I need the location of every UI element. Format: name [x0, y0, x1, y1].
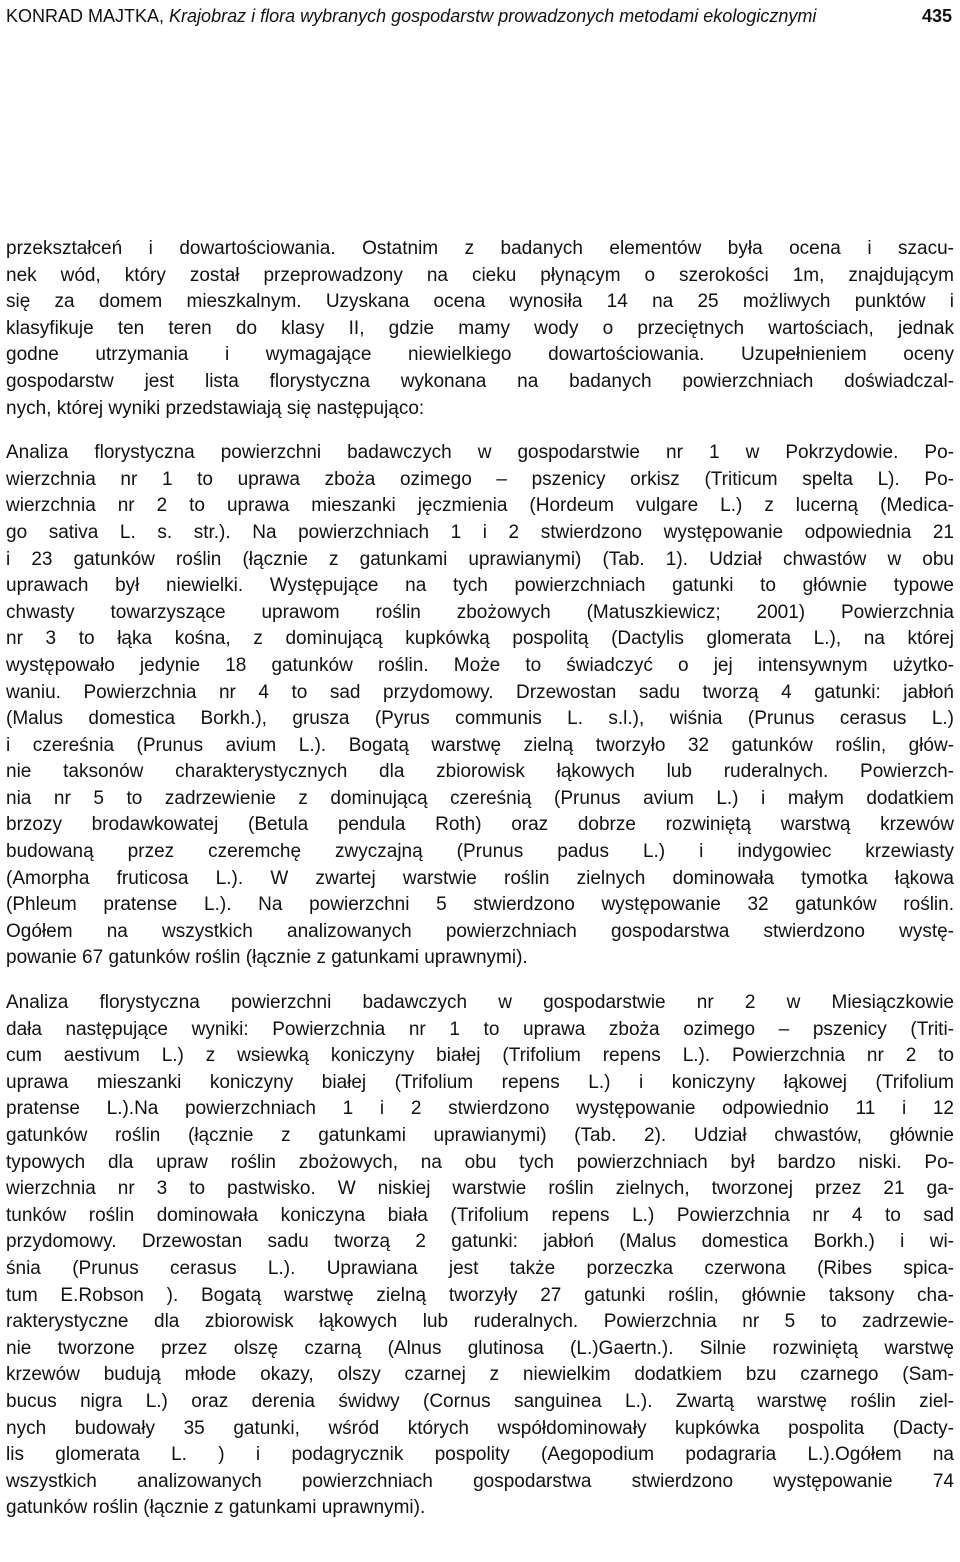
- text-line: występowało jedynie 18 gatunków roślin. Może to świadczyć o jej intensywnym użytko-: [6, 654, 954, 676]
- text-line: tum E.Robson ). Bogatą warstwę zielną tworzyły 27 gatunki roślin, głównie taksony cha-: [6, 1284, 954, 1306]
- text-line: tunków roślin dominowała koniczyna biała (Trifolium repens L.) Powierzchnia nr 4 to sad: [6, 1204, 954, 1226]
- header-author: KONRAD MAJTKA,: [6, 6, 165, 26]
- text-line: chwasty towarzyszące uprawom roślin zbożowych (Matuszkiewicz; 2001) Powierzchnia: [6, 601, 954, 623]
- text-line: Ogółem na wszystkich analizowanych powierzchniach gospodarstwa stwierdzono wystę-: [6, 920, 954, 942]
- text-line: uprawach był niewielki. Występujące na tych powierzchniach gatunki to głównie typowe: [6, 575, 954, 597]
- text-line: wszystkich analizowanych powierzchniach gospodarstwa stwierdzono występowanie 74: [6, 1470, 954, 1492]
- text-line: waniu. Powierzchnia nr 4 to sad przydomowy. Drzewostan sadu tworzą 4 gatunki: jabłoń: [6, 681, 954, 703]
- text-line: wierzchnia nr 1 to uprawa zboża ozimego – pszenicy orkisz (Triticum spelta L). Po-: [6, 468, 954, 490]
- text-line: przydomowy. Drzewostan sadu tworzą 2 gatunki: jabłoń (Malus domestica Borkh.) i wi-: [6, 1231, 954, 1253]
- paragraph-2: [6, 440, 954, 972]
- text-line: gatunków roślin (łącznie z gatunkami uprawianymi) (Tab. 2). Udział chwastów, głównie: [6, 1125, 954, 1146]
- text-line: Analiza florystyczna powierzchni badawczych w gospodarstwie nr 1 w Pokrzydowie. Po-: [6, 442, 954, 464]
- text-line: gatunków roślin (łącznie z gatunkami uprawnymi).: [6, 1497, 426, 1519]
- text-line: (Malus domestica Borkh.), grusza (Pyrus communis L. s.l.), wiśnia (Prunus cerasus L.): [6, 708, 954, 730]
- text-line: (Phleum pratense L.). Na powierzchni 5 stwierdzono występowanie 32 gatunków roślin.: [6, 894, 954, 916]
- header-title: Krajobraz i flora wybranych gospodarstw prowadzonych metodami ekologicznymi: [169, 6, 817, 26]
- text-line: śnia (Prunus cerasus L.). Uprawiana jest także porzeczka czerwona (Ribes spica-: [6, 1257, 954, 1279]
- text-line: dała następujące wyniki: Powierzchnia nr 1 to uprawa zboża ozimego – pszenicy (Triti-: [6, 1018, 954, 1040]
- text-line: godne utrzymania i wymagające niewielkiego dowartościowania. Uzupełnieniem oceny: [6, 344, 954, 366]
- text-line: cum aestivum L.) z wsiewką koniczyny białej (Trifolium repens L.). Powierzchnia nr 2 to: [6, 1045, 954, 1067]
- text-line: nie taksonów charakterystycznych dla zbiorowisk łąkowych lub ruderalnych. Powierzch-: [6, 761, 954, 783]
- text-line: nych budowały 35 gatunki, wśród których współdominowały kupkówka pospolita (Dacty-: [6, 1417, 954, 1439]
- paragraph-gap: [6, 422, 954, 440]
- text-line: (Amorpha fruticosa L.). W zwartej warstwie roślin zielnych dominowała tymotka łąkowa: [6, 867, 954, 889]
- text-line: pratense L.).Na powierzchniach 1 i 2 stwierdzono występowanie odpowiednio 11 i 12: [6, 1098, 954, 1120]
- text-line: nych, której wyniki przedstawiają się następująco:: [6, 397, 425, 419]
- text-line: wierzchnia nr 2 to uprawa mieszanki jęczmienia (Hordeum vulgare L.) z lucerną (Medica-: [6, 495, 954, 517]
- document-page: [6, 0, 954, 1562]
- text-line: nek wód, który został przeprowadzony na cieku płynącym o szerokości 1m, znajdującym: [6, 264, 954, 286]
- text-line: lis glomerata L. ) i podagrycznik pospolity (Aegopodium podagraria L.).Ogółem na: [6, 1444, 954, 1466]
- text-line: gospodarstw jest lista florystyczna wykonana na badanych powierzchniach doświadczal-: [6, 370, 954, 392]
- text-line: brzozy brodawkowatej (Betula pendula Roth) oraz dobrze rozwiniętą warstwą krzewów: [6, 814, 954, 836]
- text-line: i 23 gatunków roślin (łącznie z gatunkami uprawianymi) (Tab. 1). Udział chwastów w obu: [6, 548, 954, 570]
- text-line: rakterystyczne dla zbiorowisk łąkowych lub ruderalnych. Powierzchnia nr 5 to zadrzewie-: [6, 1311, 954, 1333]
- body-text: [6, 236, 954, 1522]
- paragraph-1: [6, 236, 954, 422]
- text-line: nie tworzone przez olszę czarną (Alnus glutinosa (L.)Gaertn.). Silnie rozwiniętą warstwę: [6, 1337, 954, 1359]
- text-line: Analiza florystyczna powierzchni badawczych w gospodarstwie nr 2 w Miesiączkowie: [6, 992, 954, 1014]
- text-line: nr 3 to łąka kośna, z dominującą kupkówką pospolitą (Dactylis glomerata L.), na której: [6, 628, 954, 650]
- text-line: bucus nigra L.) oraz derenia świdwy (Cornus sanguinea L.). Zwartą warstwę roślin ziel-: [6, 1390, 954, 1412]
- text-line: się za domem mieszkalnym. Uzyskana ocena wynosiła 14 na 25 możliwych punktów i: [6, 291, 954, 313]
- text-line: powanie 67 gatunków roślin (łącznie z gatunkami uprawnymi).: [6, 947, 528, 969]
- text-line: krzewów budują młode okazy, olszy czarnej z niewielkim dodatkiem bzu czarnego (Sam-: [6, 1364, 954, 1386]
- page-number: 435: [921, 6, 952, 26]
- paragraph-3: [6, 990, 954, 1522]
- text-line: budowaną przez czeremchę zwyczajną (Prunus padus L.) i indygowiec krzewiasty: [6, 841, 954, 863]
- paragraph-gap: [6, 972, 954, 990]
- text-line: nia nr 5 to zadrzewienie z dominującą czereśnią (Prunus avium L.) i małym dodatkiem: [6, 787, 954, 809]
- text-line: przekształceń i dowartościowania. Ostatnim z badanych elementów była ocena i szacu-: [6, 238, 954, 259]
- text-line: typowych dla upraw roślin zbożowych, na obu tych powierzchniach był bardzo niski. Po-: [6, 1151, 954, 1173]
- text-line: wierzchnia nr 3 to pastwisko. W niskiej warstwie roślin zielnych, tworzonej przez 21 ga-: [6, 1178, 954, 1200]
- text-line: uprawa mieszanki koniczyny białej (Trifolium repens L.) i koniczyny łąkowej (Trifolium: [6, 1071, 954, 1093]
- text-line: go sativa L. s. str.). Na powierzchniach 1 i 2 stwierdzono występowanie odpowiednia 21: [6, 521, 954, 543]
- text-line: i czereśnia (Prunus avium L.). Bogatą warstwę zielną tworzyło 32 gatunków roślin, głów-: [6, 734, 954, 756]
- text-line: klasyfikuje ten teren do klasy II, gdzie mamy wody o przeciętnych wartościach, jednak: [6, 317, 954, 339]
- running-header: [6, 3, 954, 29]
